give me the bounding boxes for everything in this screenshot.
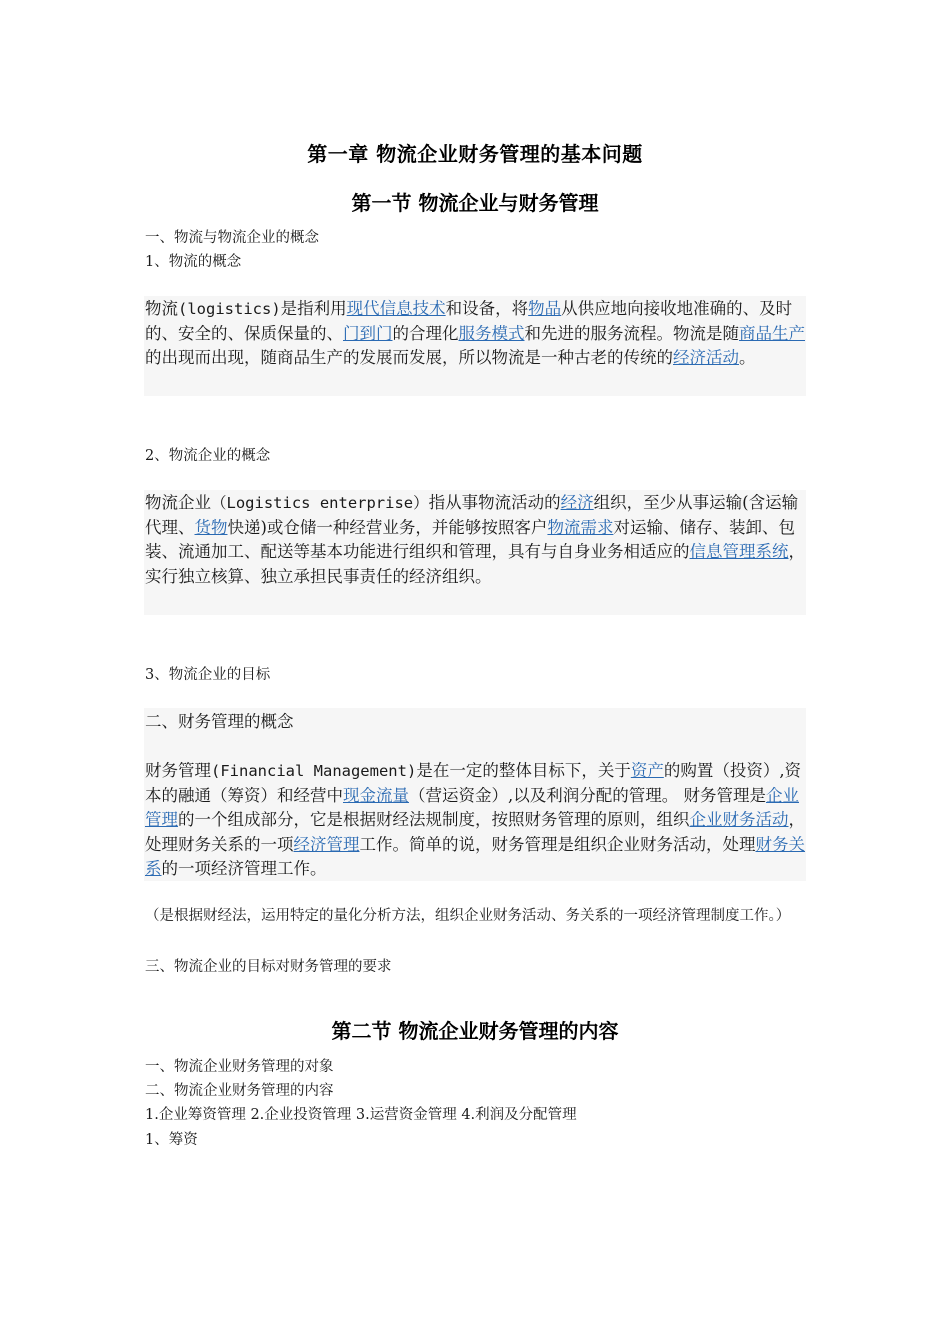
text-run: ，实行独立核算、独立承担民事责任的经济组织。 bbox=[145, 542, 805, 586]
text-run: 财务管理 bbox=[145, 761, 211, 780]
link-financial-relations[interactable]: 财务关系 bbox=[145, 834, 805, 879]
link-enterprise-management[interactable]: 企业管理 bbox=[145, 785, 799, 830]
text-run: 的一项经济管理工作。 bbox=[161, 859, 327, 879]
text-run: 的一个组成部分，它是根据财经法规制度，按照财务管理的原则，组织 bbox=[178, 810, 690, 830]
financial-management-note: （是根据财经法，运用特定的量化分析方法，组织企业财务活动、务关系的一项经济管理制度工作。） bbox=[145, 908, 791, 924]
text-run: 物流企业 bbox=[145, 493, 211, 512]
text-run: (logistics) bbox=[178, 300, 281, 318]
content-list: 1.企业筹资管理 2.企业投资管理 3.运营资金管理 4.利润及分配管理 bbox=[145, 1107, 577, 1123]
chapter-title: 第一章 物流企业财务管理的基本问题 bbox=[307, 142, 643, 166]
heading-goal-requirements: 三、物流企业的目标对财务管理的要求 bbox=[145, 959, 392, 975]
link-assets[interactable]: 资产 bbox=[630, 761, 664, 780]
logistics-enterprise-paragraph bbox=[145, 491, 805, 589]
text-run: 对运输、储存、装卸、包装、流通加工、配送等基本功能进行组织和管理，具有与自身业务相适应的 bbox=[145, 517, 795, 562]
link-service-model[interactable]: 服务模式 bbox=[458, 323, 525, 343]
text-run: （营运资金）,以及利润分配的管理。 财务管理是 bbox=[409, 785, 766, 805]
text-run: 指从事物流活动的 bbox=[428, 493, 561, 512]
link-logistics-demand[interactable]: 物流需求 bbox=[547, 517, 614, 537]
logistics-definition-paragraph bbox=[145, 297, 805, 371]
section2-title: 第二节 物流企业财务管理的内容 bbox=[331, 1019, 619, 1043]
text-run: 。 bbox=[739, 348, 756, 368]
heading-logistics-enterprise-goal: 3、物流企业的目标 bbox=[145, 667, 271, 683]
text-run: ，处理财务关系的一项 bbox=[145, 810, 805, 854]
link-economic-management[interactable]: 经济管理 bbox=[293, 834, 360, 854]
text-run: 是指利用 bbox=[280, 299, 347, 318]
text-run: 从供应地向接收地准确的、及时的、安全的、保质保量的、 bbox=[145, 299, 793, 343]
link-commodity-production[interactable]: 商品生产 bbox=[739, 323, 805, 343]
link-economic-activity[interactable]: 经济活动 bbox=[673, 348, 739, 368]
text-run: 和先进的服务流程。物流是随 bbox=[524, 323, 739, 343]
link-door-to-door[interactable]: 门到门 bbox=[343, 323, 393, 343]
link-economy[interactable]: 经济 bbox=[560, 493, 594, 512]
text-run: 和设备，将 bbox=[445, 299, 529, 318]
text-run: 物流 bbox=[145, 299, 178, 318]
text-run: (Financial Management) bbox=[211, 762, 417, 780]
heading-logistics-enterprise-concept: 2、物流企业的概念 bbox=[145, 448, 271, 464]
heading-financial-management-object: 一、物流企业财务管理的对象 bbox=[145, 1059, 334, 1075]
link-cash-flow[interactable]: 现金流量 bbox=[343, 785, 409, 805]
text-run: 的合理化 bbox=[392, 323, 459, 343]
text-run: 组织，至少从事运输(含运输代理、 bbox=[145, 493, 799, 537]
section1-title: 第一节 物流企业与财务管理 bbox=[351, 191, 599, 215]
link-cargo[interactable]: 货物 bbox=[194, 517, 228, 537]
heading-logistics-concept: 1、物流的概念 bbox=[145, 254, 242, 270]
text-run: 快递)或仓储一种经营业务，并能够按照客户 bbox=[227, 517, 548, 537]
text-run: 工作。简单的说，财务管理是组织企业财务活动，处理 bbox=[359, 834, 756, 854]
text-run: 是在一定的整体目标下，关于 bbox=[416, 761, 631, 780]
financial-management-paragraph bbox=[145, 759, 805, 882]
heading-logistics-concepts: 一、物流与物流企业的概念 bbox=[145, 230, 319, 246]
text-run: 的出现而出现，随商品生产的发展而发展，所以物流是一种古老的传统的 bbox=[145, 348, 673, 368]
heading-financial-management-content: 二、物流企业财务管理的内容 bbox=[145, 1083, 334, 1099]
link-enterprise-financial-activities[interactable]: 企业财务活动 bbox=[689, 810, 789, 830]
heading-financing: 1、筹资 bbox=[145, 1132, 198, 1148]
link-goods[interactable]: 物品 bbox=[528, 299, 562, 318]
link-information-management-system[interactable]: 信息管理系统 bbox=[689, 542, 789, 562]
link-modern-it[interactable]: 现代信息技术 bbox=[346, 299, 446, 318]
text-run: 的购置（投资）,资本的融通（筹资）和经营中 bbox=[145, 761, 802, 805]
text-run: （Logistics enterprise） bbox=[211, 494, 429, 512]
heading-financial-management-concept: 二、财务管理的概念 bbox=[145, 712, 294, 731]
